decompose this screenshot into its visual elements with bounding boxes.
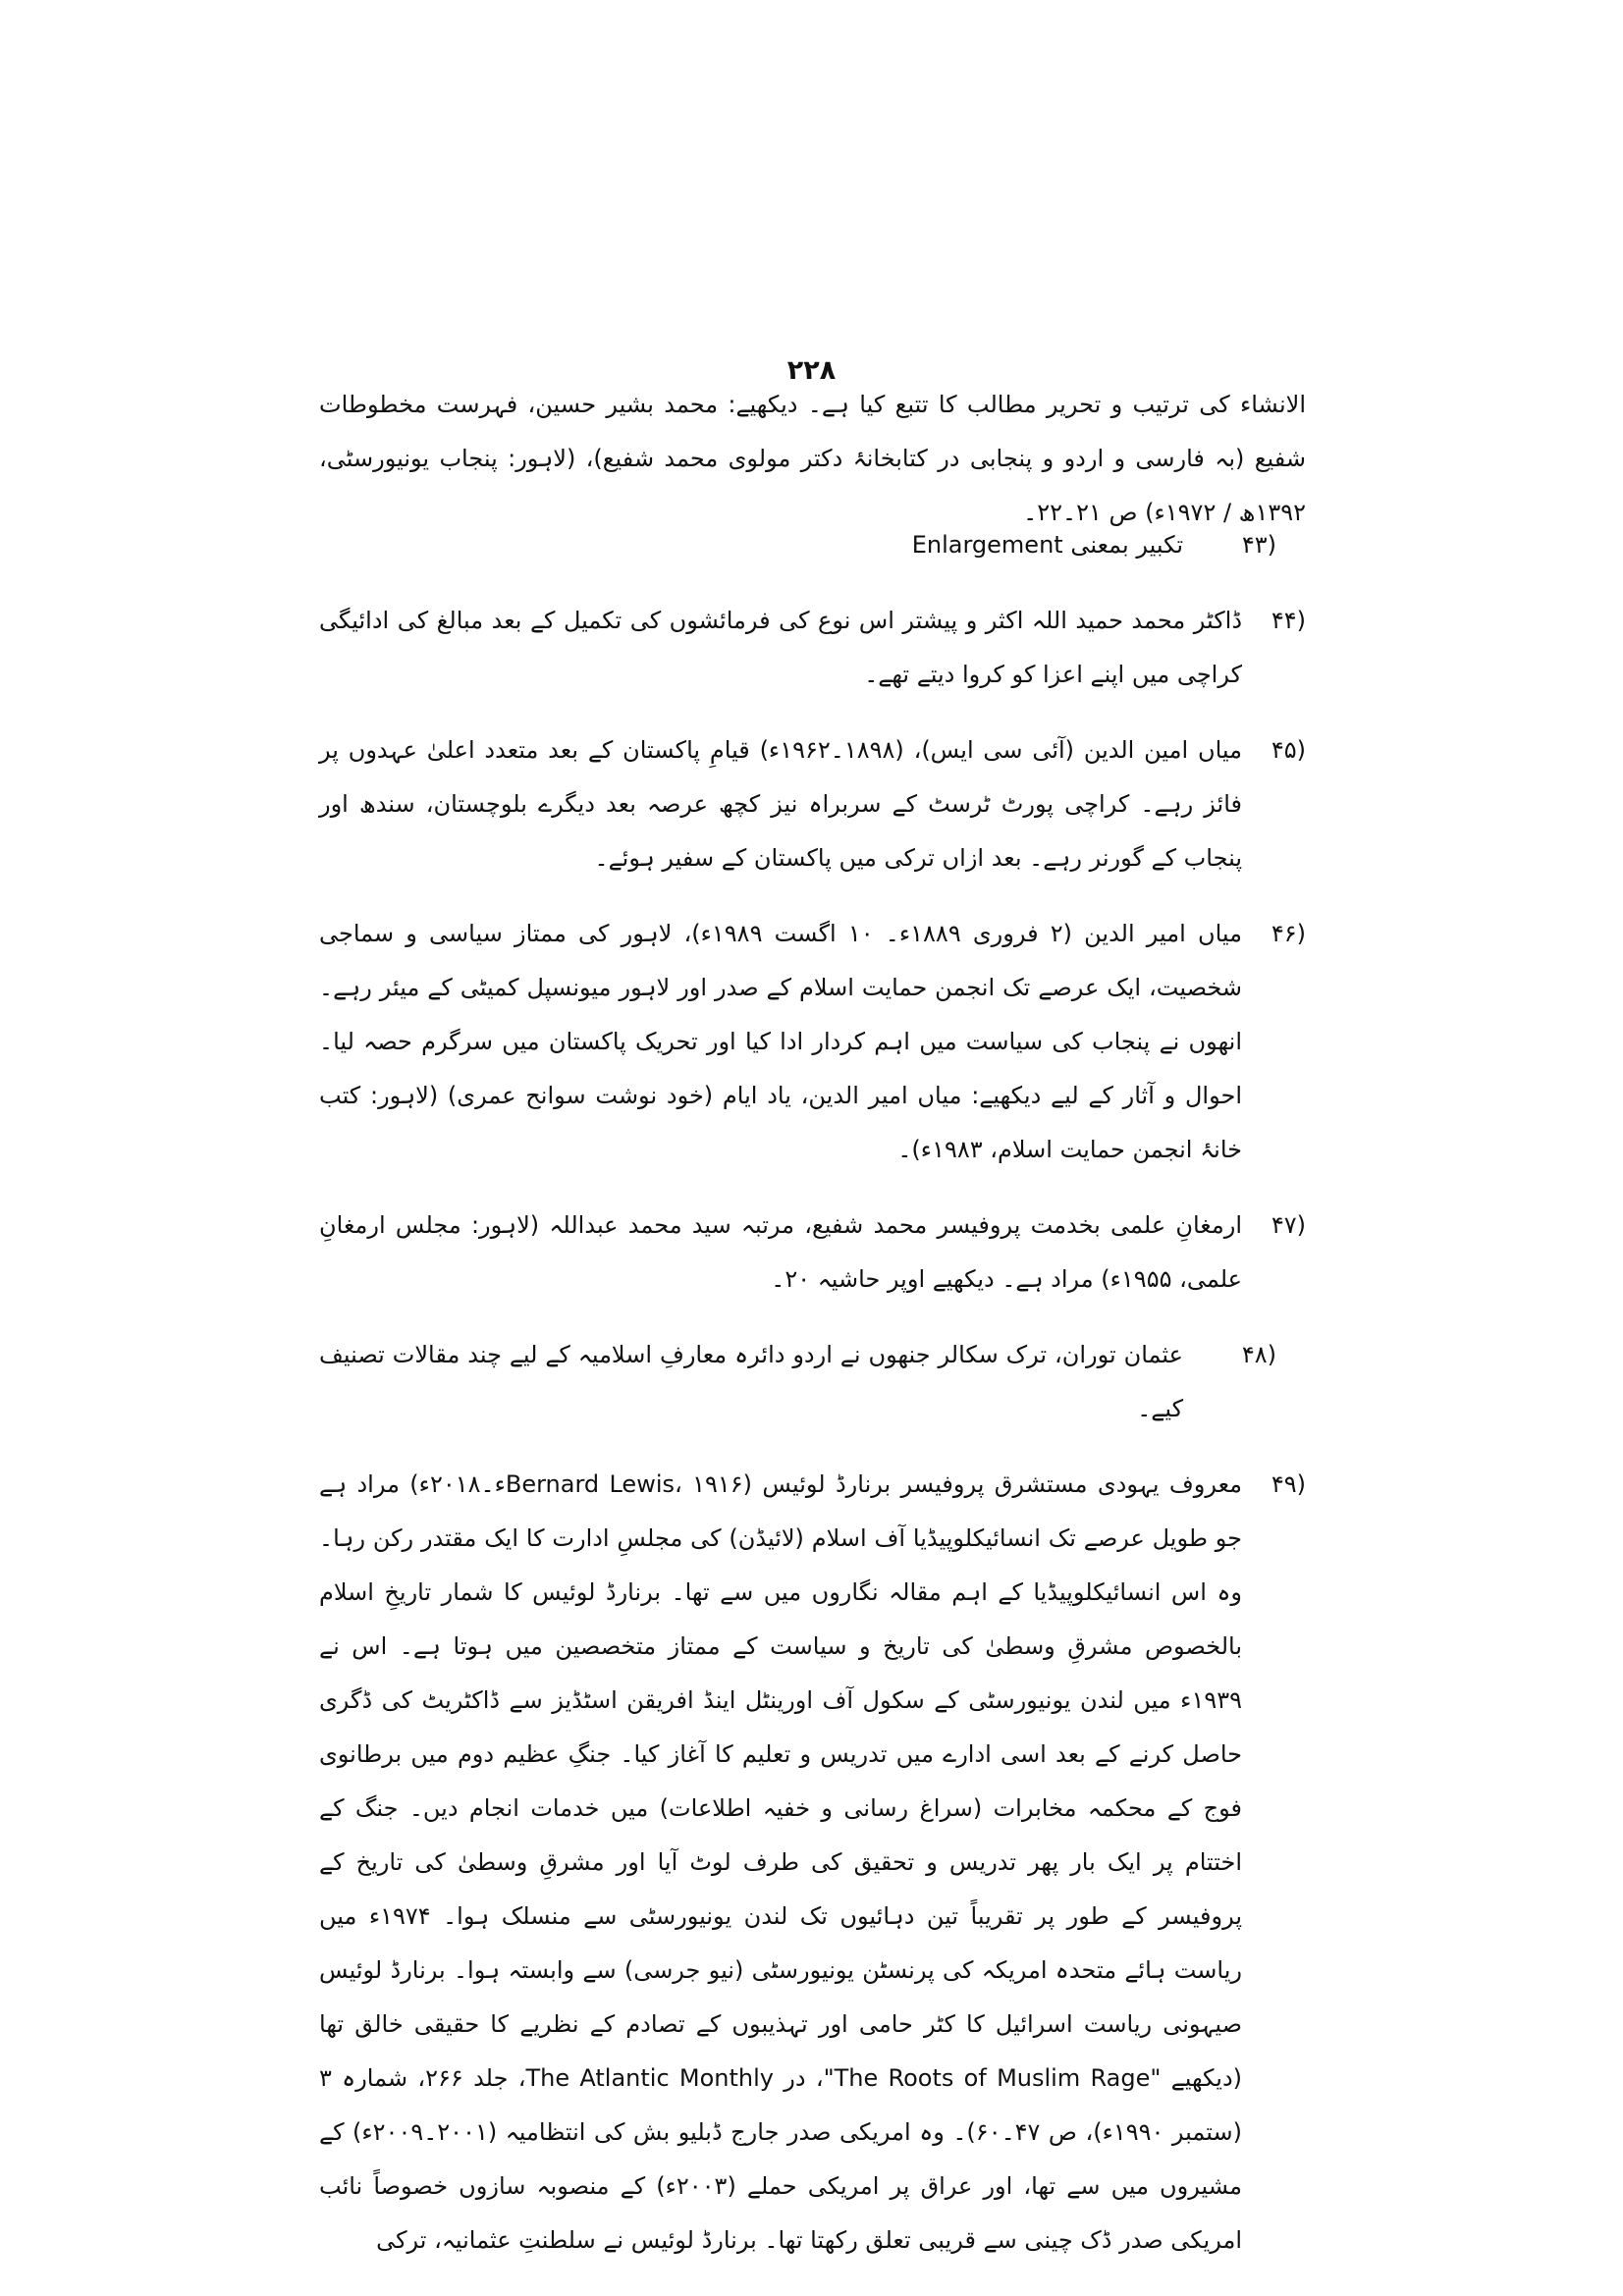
- footnote-text: معروف یہودی مستشرق پروفیسر برنارڈ لوئیس (Bernard Lewis، ۱۹۱۶ء۔۲۰۱۸ء) مراد ہے جو طویل عرصے تک انسائیکلوپیڈیا آف اسلام (لائیڈن) کی مجلسِ ادارت کا ایک مقتدر رکن رہا۔ وہ اس انسائیکلوپیڈیا کے اہم مقالہ نگاروں میں سے تھا۔ برنارڈ لوئیس کا شمار تاریخِ اسلام بالخصوص مشرقِ وسطیٰ کی تاریخ و سیاست کے ممتاز متخصصین میں ہوتا ہے۔ اس نے ۱۹۳۹ء میں لندن یونیورسٹی کے سکول آف اورینٹل اینڈ افریقن اسٹڈیز سے ڈاکٹریٹ کی ڈگری حاصل کرنے کے بعد اسی ادارے میں تدریس و تعلیم کا آغاز کیا۔ جنگِ عظیم دوم میں برطانوی فوج کے محکمہ مخابرات (سراغ رسانی و خفیہ اطلاعات) میں خدمات انجام دیں۔ جنگ کے اختتام پر ایک بار پھر تدریس و تحقیق کی طرف لوٹ آیا اور مشرقِ وسطیٰ کی تاریخ کے پروفیسر کے طور پر تقریباً تین دہائیوں تک لندن یونیورسٹی سے منسلک ہوا۔ ۱۹۷۴ء میں ریاست ہائے متحدہ امریکہ کی پرنسٹن یونیورسٹی (نیو جرسی) سے وابستہ ہوا۔ برنارڈ لوئیس صیہونی ریاست اسرائیل کا کٹر حامی اور تہذیبوں کے تصادم کے نظریے کا حقیقی خالق تھا (دیکھیے "The Roots of Muslim Rage"، در The Atlantic Monthly، جلد ۲۶۶، شمارہ ۳ (ستمبر ۱۹۹۰ء)، ص ۴۷۔۶۰)۔ وہ امریکی صدر جارج ڈبلیو بش کی انتظامیہ (۲۰۰۱۔۲۰۰۹ء) کے مشیروں میں سے تھا، اور عراق پر امریکی حملے (۲۰۰۳ء) کے منصوبہ سازوں خصوصاً نائب امریکی صدر ڈک چینی سے قریبی تعلق رکھتا تھا۔ برنارڈ لوئیس نے سلطنتِ عثمانیہ، ترکی: [319, 1470, 1243, 2254]
- footnote-text: میاں امیر الدین (۲ فروری ۱۸۸۹ء۔ ۱۰ اگست ۱۹۸۹ء)، لاہور کی ممتاز سیاسی و سماجی شخصیت، ایک عرصے تک انجمن حمایت اسلام کے صدر اور لاہور میونسپل کمیٹی کے میئر رہے۔ انھوں نے پنجاب کی سیاست میں اہم کردار ادا کیا اور تحریک پاکستان میں سرگرم حصہ لیا۔ احوال و آثار کے لیے دیکھیے: میاں امیر الدین، یاد ایام (خود نوشت سوانح عمری) (لاہور: کتب خانۂ انجمن حمایت اسلام، ۱۹۸۳ء)۔: [319, 920, 1243, 1163]
- continued-footnote-text: [319, 378, 1306, 540]
- footnote-number: (۴۳: [1241, 531, 1276, 559]
- continuation-paragraph: الانشاء کی ترتیب و تحریر مطالب کا تتبع کیا ہے۔ دیکھیے: محمد بشیر حسین، فہرست مخطوطات شفیع (بہ فارسی و اردو و پنجابی در کتابخانۂ دکتر مولوی محمد شفیع)، (لاہور: پنجاب یونیورسٹی، ۱۳۹۲ھ / ۱۹۷۲ء) ص ۲۱۔۲۲۔: [319, 391, 1306, 526]
- footnote-item: [319, 1328, 1306, 1436]
- footnote-item: [319, 907, 1306, 1177]
- footnote-number: (۴۸: [1241, 1341, 1276, 1368]
- footnote-number: (۴۴: [1271, 607, 1306, 634]
- footnote-text: میاں امین الدین (آئی سی ایس)، (۱۸۹۸۔۱۹۶۲ء) قیامِ پاکستان کے بعد متعدد اعلیٰ عہدوں پر فائز رہے۔ کراچی پورٹ ٹرسٹ کے سربراہ نیز کچھ عرصہ بعد دیگرے بلوچستان، سندھ اور پنجاب کے گورنر رہے۔ بعد ازاں ترکی میں پاکستان کے سفیر ہوئے۔: [319, 736, 1243, 872]
- footnote-number: (۴۶: [1271, 920, 1306, 947]
- footnotes-list: [319, 518, 1306, 2289]
- footnote-item: [319, 594, 1306, 702]
- footnote-item: [319, 518, 1306, 572]
- footnote-item: [319, 723, 1306, 885]
- footnote-text: ارمغانِ علمی بخدمت پروفیسر محمد شفیع، مرتبہ سید محمد عبداللہ (لاہور: مجلس ارمغانِ علمی، ۱۹۵۵ء) مراد ہے۔ دیکھیے اوپر حاشیہ ۲۰۔: [319, 1211, 1242, 1293]
- footnote-number: (۴۹: [1271, 1470, 1306, 1498]
- footnote-number: (۴۵: [1271, 736, 1306, 764]
- page-number: ۲۲۸: [786, 355, 837, 386]
- footnote-item: [319, 1199, 1306, 1307]
- footnote-item: [319, 1458, 1306, 2268]
- footnote-number: (۴۷: [1271, 1211, 1306, 1239]
- footnote-text: تکبیر بمعنی Enlargement: [911, 531, 1183, 559]
- footnote-text: عثمان توران، ترک سکالر جنھوں نے اردو دائرہ معارفِ اسلامیہ کے لیے چند مقالات تصنیف کیے۔: [319, 1341, 1183, 1422]
- footnote-text: ڈاکٹر محمد حمید اللہ اکثر و پیشتر اس نوع کی فرمائشوں کی تکمیل کے بعد مبالغ کی ادائیگی کراچی میں اپنے اعزا کو کروا دیتے تھے۔: [319, 607, 1242, 688]
